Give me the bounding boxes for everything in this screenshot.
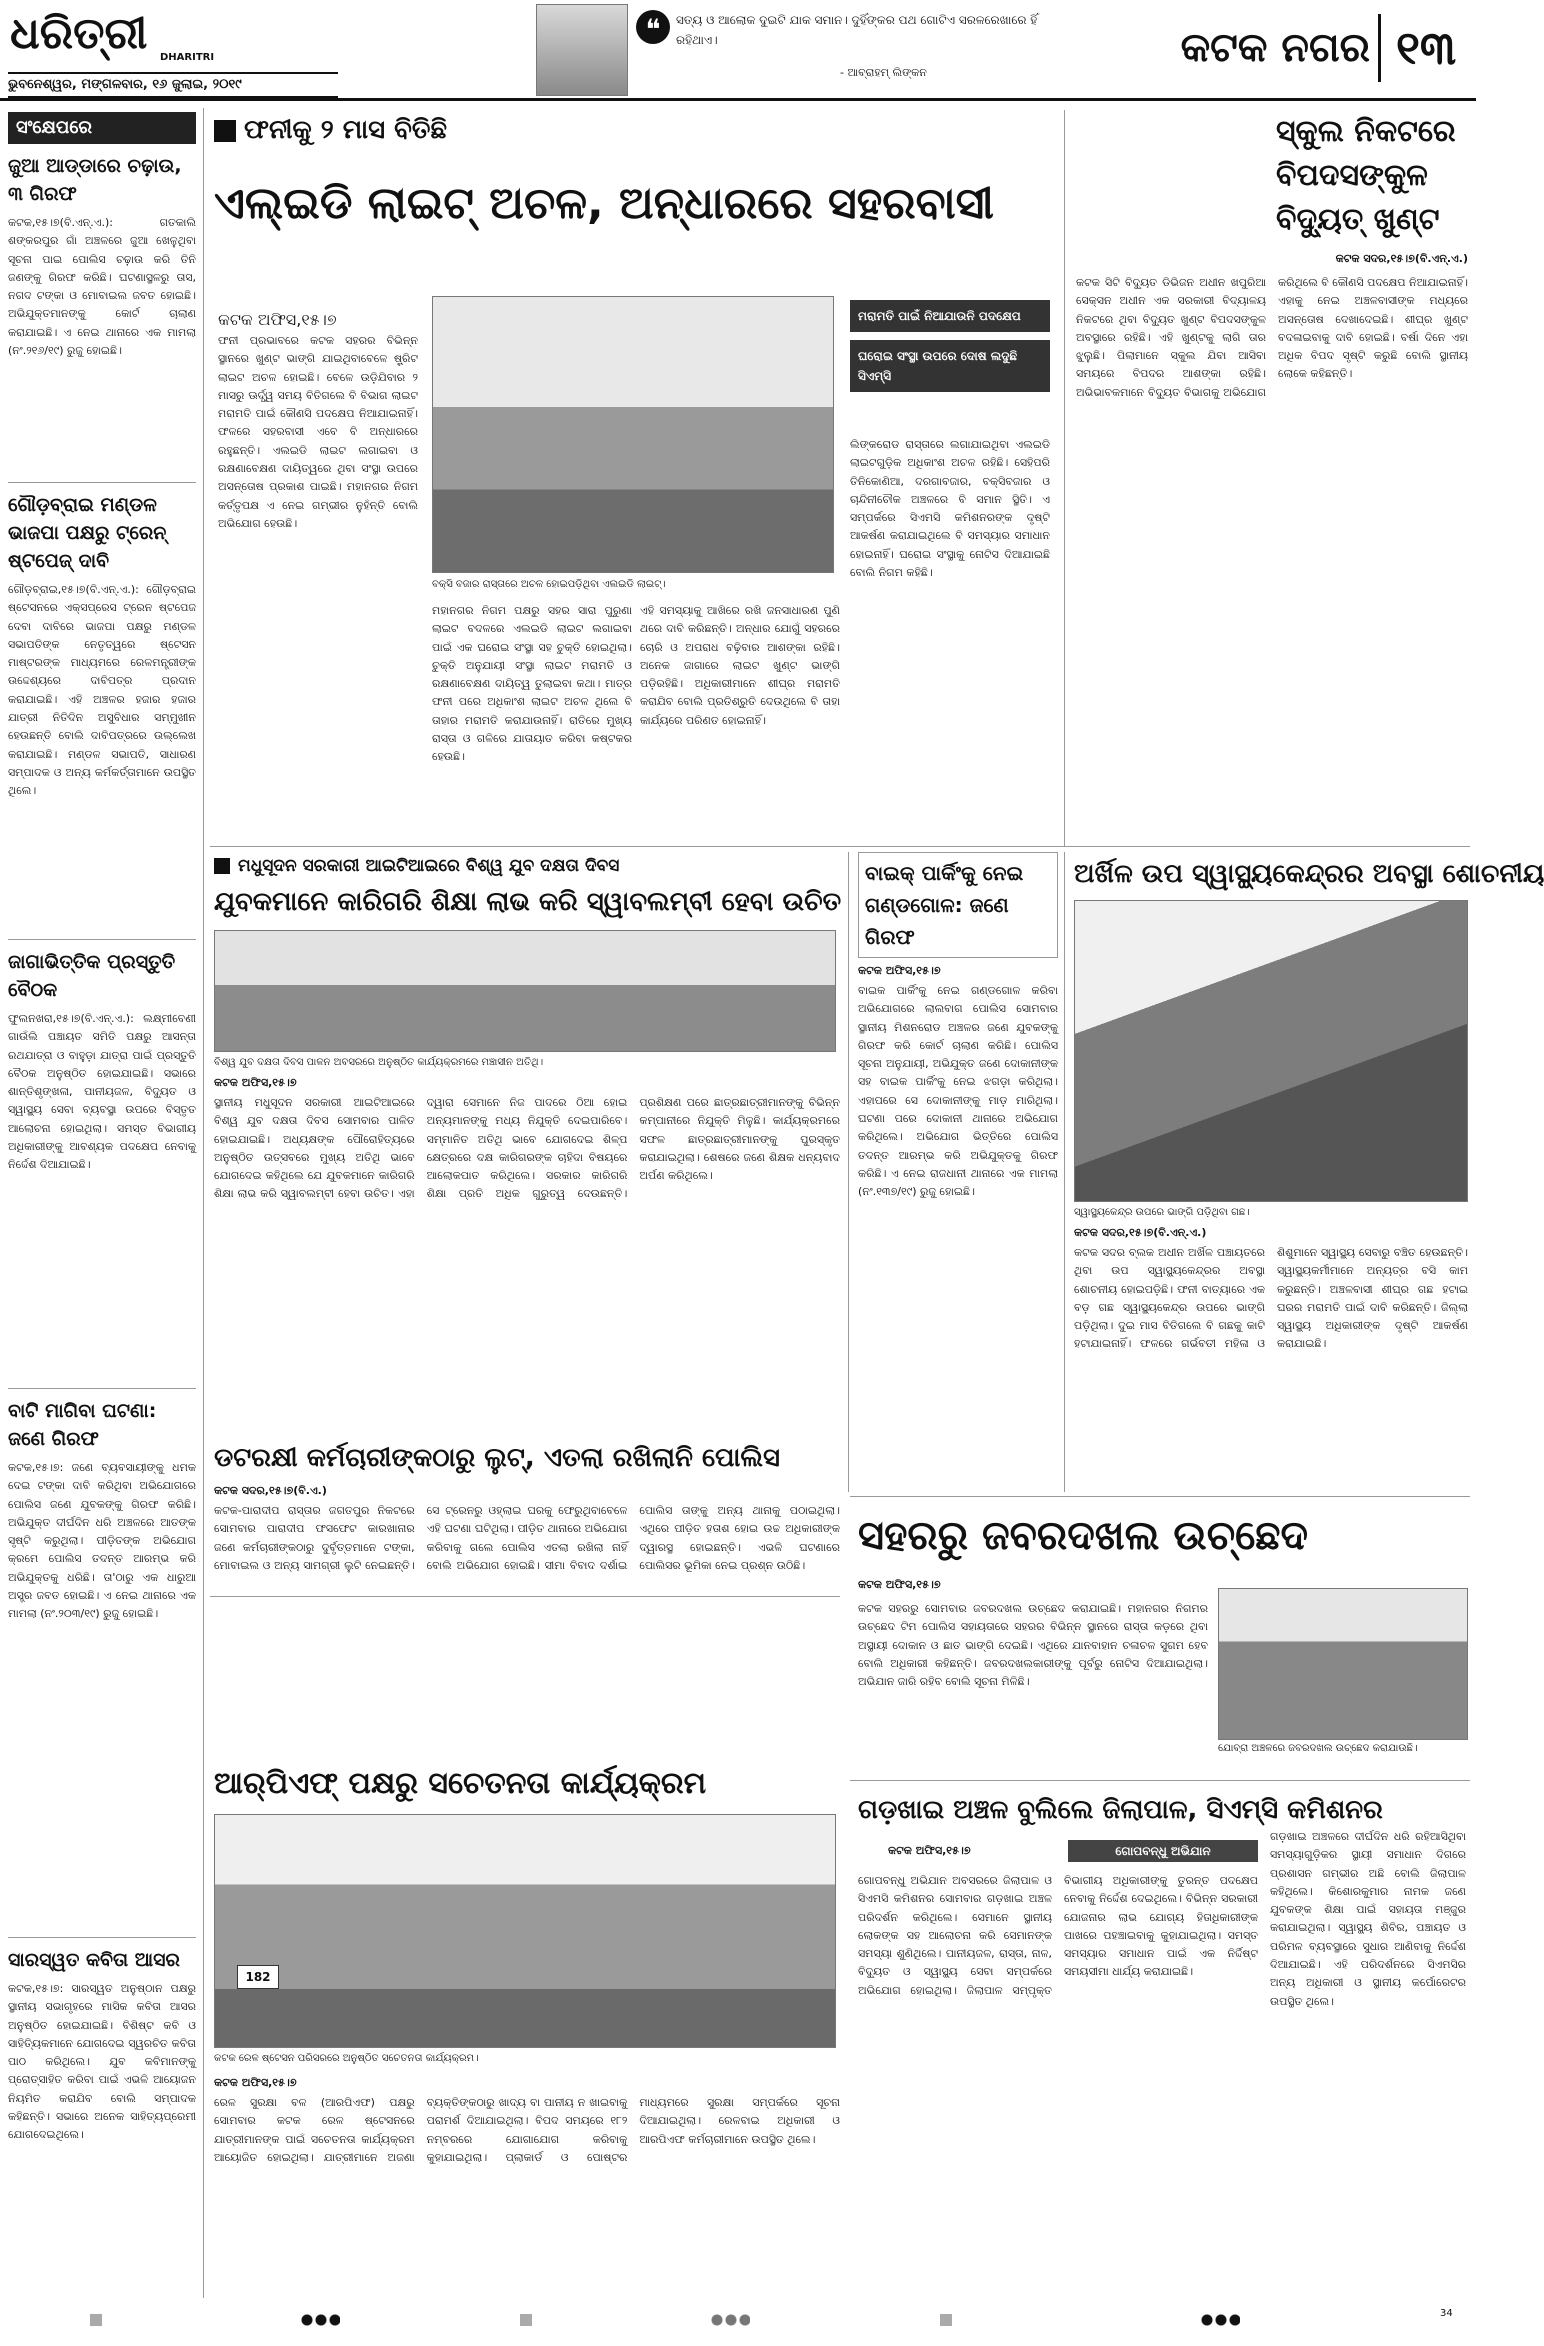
collector-headline: ଗଡ଼ଖାଇ ଅଞ୍ଚଳ ବୁଲିଲେ ଜିଲାପାଳ, ସିଏମ୍‌ସି କମିଶନର xyxy=(858,1795,1383,1825)
collector-dateline: କଟକ ଅଫିସ,୧୫।୭ xyxy=(888,1844,971,1857)
right-top-dateline: କଟକ ସଦର,୧୫।୭(ବି.ଏନ୍.ଏ.) xyxy=(1335,252,1468,265)
collector-box-label: ଗୋପବନ୍ଧୁ ଅଭିଯାନ xyxy=(1068,1840,1258,1862)
health-story xyxy=(1074,852,1544,1492)
encroach-body: କଟକ ସହରରୁ ସୋମବାର ଜବରଦଖଲ ଉଚ୍ଛେଦ କରାଯାଇଛି। ମହାନଗର ନିଗମର ଉଚ୍ଛେଦ ଟିମ ପୋଲିସ ସହାୟତାରେ ସହରର ବିଭିନ୍ନ ସ୍ଥାନରେ ରାସ୍ତା କଡ଼ରେ ଥିବା ଅସ୍ଥାୟୀ ଦୋକାନ ଓ ଛାତ ଭାଙ୍ଗି ଦେଇଛି। ଏଥିରେ ଯାନବାହାନ ଚଳାଚଳ ସୁଗମ ହେବ ବୋଲି ଅଧିକାରୀ କହିଛନ୍ତି। ଜବରଦଖଲକାରୀଙ୍କୁ ପୂର୍ବରୁ ନୋଟିସ ଦିଆଯାଇଥିଲା। ଅଭିଯାନ ଜାରି ରହିବ ବୋଲି ସୂଚନା ମିଳିଛି। xyxy=(858,1602,1208,1689)
lead-body-col1: ଫନୀ ପ୍ରଭାବରେ କଟକ ସହରର ବିଭିନ୍ନ ସ୍ଥାନରେ ଖୁଣ୍ଟ ଭାଙ୍ଗି ଯାଇଥିବାବେଳେ ଷ୍ଟ୍ରିଟ ଲାଇଟ ଅଚଳ ହୋଇଛି। ବେଳେ ଉଡ଼ିଯିବାର ୨ ମାସରୁ ଊର୍ଦ୍ଧ୍ୱ ସମୟ ବିତିଗଲେ ବି ବିଭାଗ ଲାଇଟ ମରାମତି ପାଇଁ କୌଣସି ପଦକ୍ଷେପ ନିଆଯାଇନାହିଁ। ଫଳରେ ସହରବାସୀ ଏବେ ବି ଅନ୍ଧାରରେ ରହୁଛନ୍ତି। ଏଲଇଡି ଲାଇଟ ଲଗାଇବା ଓ ରକ୍ଷଣାବେକ୍ଷଣ ଦାୟିତ୍ୱରେ ଥିବା ସଂସ୍ଥା ଉପରେ ଅସନ୍ତୋଷ ପ୍ରକାଶ ପାଇଛି। ମହାନଗର ନିଗମ କର୍ତ୍ତୃପକ୍ଷ ଏ ନେଇ ଗମ୍ଭୀର ନୁହଁନ୍ତି ବୋଲି ଅଭିଯୋଗ ହେଉଛି। xyxy=(218,334,418,530)
masthead-dateline: ଭୁବନେଶ୍ୱର, ମଙ୍ଗଳବାର, ୧୬ ଜୁଲାଇ, ୨୦୧୯ xyxy=(8,72,338,98)
brief-headline: ଗୌଡ଼ବ୍ରାଇ ମଣ୍ଡଳ ଭାଜପା ପକ୍ଷରୁ ଟ୍ରେନ୍ ଷ୍ଟପେଜ୍ ଦାବି xyxy=(8,494,167,572)
registration-dots-icon xyxy=(300,2314,340,2326)
skill-story xyxy=(214,852,840,1432)
rpf-helpline-sign: 182 xyxy=(237,1965,279,1989)
brief-item xyxy=(8,939,196,1388)
lead-body-col2: ମହାନଗର ନିଗମ ପକ୍ଷରୁ ସହର ସାରା ପୁରୁଣା ଲାଇଟ ବଦଳରେ ଏଲଇଡି ଲାଇଟ ଲଗାଇବା ପାଇଁ ଏକ ଘରୋଇ ସଂସ୍ଥା ସହ ଚୁକ୍ତି ହୋଇଥିଲା। ଚୁକ୍ତି ଅନୁଯାୟୀ ସଂସ୍ଥା ଲାଇଟ ମରାମତି ଓ ରକ୍ଷଣାବେକ୍ଷଣ ଦାୟିତ୍ୱ ତୁଲାଇବା କଥା। ମାତ୍ର ଫନୀ ପରେ ଅଧିକାଂଶ ଲାଇଟ ଅଚଳ ଥିଲେ ବି ତାହାର ମରାମତି କରାଯାଉନାହିଁ। ରାତିରେ ମୁଖ୍ୟ ରାସ୍ତା ଓ ଗଳିରେ ଯାତାୟାତ କରିବା କଷ୍ଟକର ହେଉଛି। xyxy=(432,604,632,764)
skill-headline: ଯୁବକମାନେ କାରିଗରି ଶିକ୍ଷା ଲାଭ କରି ସ୍ୱାବଲମ୍ବୀ ହେବା ଉଚିତ xyxy=(214,887,842,917)
lincoln-portrait xyxy=(536,4,628,96)
logo-text: ଧରିତ୍ରୀ xyxy=(10,8,148,59)
kicker-marker-icon xyxy=(214,858,230,874)
brief-body: କଟକ,୧୫।୭: ଜଣେ ବ୍ୟବସାୟୀଙ୍କୁ ଧମକ ଦେଇ ଟଙ୍କା ଦାବି କରିଥିବା ଅଭିଯୋଗରେ ପୋଲିସ ଜଣେ ଯୁବକଙ୍କୁ ଗିରଫ କରିଛି। ଅଭିଯୁକ୍ତ ଦୀର୍ଘଦିନ ଧରି ଅଞ୍ଚଳରେ ଆତଙ୍କ ସୃଷ୍ଟି କରୁଥିଲା। ପୀଡ଼ିତଙ୍କ ଅଭିଯୋଗ କ୍ରମେ ପୋଲିସ ତଦନ୍ତ ଆରମ୍ଭ କରି ଅଭିଯୁକ୍ତକୁ ଧରିଛି। ତା'ଠାରୁ ଏକ ଧାରୁଆ ଅସ୍ତ୍ର ଜବତ ହୋଇଛି। ଏ ନେଇ ଥାନାରେ ଏକ ମାମଲା (ନଂ.୨୦୩/୧୯) ରୁଜୁ ହୋଇଛି। xyxy=(8,1461,196,1621)
encroach-story xyxy=(858,1504,1468,1774)
lead-kicker: ଫନୀକୁ ୨ ମାସ ବିତିଛି xyxy=(214,110,1064,150)
brief-headline: ସାରସ୍ୱତ କବିତା ଆସର xyxy=(8,1949,180,1971)
brief-body: ଫୁଲନଖରା,୧୫।୭(ବି.ଏନ୍.ଏ.): ଲକ୍ଷ୍ମୀବେଣୀ ଗାଉଁଲି ପଞ୍ଚାୟତ ସମିତି ପକ୍ଷରୁ ଆସନ୍ତା ରଥଯାତ୍ରା ଓ ବାହୁଡ଼ା ଯାତ୍ରା ପାଇଁ ପ୍ରସ୍ତୁତି ବୈଠକ ଅନୁଷ୍ଠିତ ହୋଇଯାଇଛି। ସଭାରେ ଶାନ୍ତିଶୃଙ୍ଖଳା, ପାନୀୟଜଳ, ବିଦ୍ୟୁତ ଓ ସ୍ୱାସ୍ଥ୍ୟ ସେବା ବ୍ୟବସ୍ଥା ଉପରେ ବିସ୍ତୃତ ଆଲୋଚନା ହୋଇଥିଲା। ସମସ୍ତ ବିଭାଗୀୟ ଅଧିକାରୀଙ୍କୁ ଆବଶ୍ୟକ ପଦକ୍ଷେପ ନେବାକୁ ନିର୍ଦ୍ଦେଶ ଦିଆଯାଇଛି। xyxy=(8,1012,196,1172)
lead-body-col4: ଲିଙ୍କରୋଡ ରାସ୍ତାରେ ଲଗାଯାଇଥିବା ଏଲଇଡି ଲାଇଟଗୁଡ଼ିକ ଅଧିକାଂଶ ଅଚଳ ରହିଛି। ସେହିପରି ତିନିକୋଣିଆ, ଦରଗାବଜାର, ବକ୍ସିବଜାର ଓ ଚାନ୍ଦିନୀଚୌକ ଅଞ୍ଚଳରେ ବି ସମାନ ସ୍ଥିତି। ଏ ସମ୍ପର୍କରେ ସିଏମସି କମିଶନରଙ୍କ ଦୃଷ୍ଟି ଆକର୍ଷଣ କରାଯାଇଥିଲେ ବି ସମସ୍ୟାର ସମାଧାନ ହୋଇନାହିଁ। ଘରୋଇ ସଂସ୍ଥାକୁ ନୋଟିସ ଦିଆଯାଇଛି ବୋଲି ନିଗମ କହିଛି। xyxy=(850,438,1050,580)
rpf-body: ରେଳ ସୁରକ୍ଷା ବଳ (ଆରପିଏଫ) ପକ୍ଷରୁ ସୋମବାର କଟକ ରେଳ ଷ୍ଟେସନରେ ଯାତ୍ରୀମାନଙ୍କ ପାଇଁ ସଚେତନତା କାର୍ଯ୍ୟକ୍ରମ ଆୟୋଜିତ ହୋଇଥିଲା। ଯାତ୍ରୀମାନେ ଅଜଣା ବ୍ୟକ୍ତିଙ୍କଠାରୁ ଖାଦ୍ୟ ବା ପାନୀୟ ନ ଖାଇବାକୁ ପରାମର୍ଶ ଦିଆଯାଇଥିଲା। ବିପଦ ସମୟରେ ୧୮୨ ନମ୍ବରରେ ଯୋଗାଯୋଗ କରିବାକୁ କୁହାଯାଇଥିଲା। ପ୍ଲାକାର୍ଡ ଓ ପୋଷ୍ଟର ମାଧ୍ୟମରେ ସୁରକ୍ଷା ସମ୍ପର୍କରେ ସୂଚନା ଦିଆଯାଇଥିଲା। ରେଳବାଇ ଅଧିକାରୀ ଓ ଆରପିଏଫ କର୍ମଚାରୀମାନେ ଉପସ୍ଥିତ ଥିଲେ। xyxy=(214,2096,840,2164)
rpf-dateline: କଟକ ଅଫିସ,୧୫।୭ xyxy=(214,2076,297,2089)
robbery-dateline: କଟକ ସଦର,୧୫।୭(ବି.ଏ.) xyxy=(214,1484,327,1497)
lead-photo-caption: ବକ୍ସି ବଜାର ରାସ୍ତାରେ ଅଚଳ ହୋଇପଡ଼ିଥିବା ଏଲଇଡି ଲାଇଟ୍। xyxy=(432,579,666,590)
registration-dots-icon xyxy=(1200,2314,1240,2326)
encroach-photo xyxy=(1218,1588,1468,1740)
robbery-body: କଟକ-ପାରାଦୀପ ରାସ୍ତାର ଜଗତପୁର ନିକଟରେ ସୋମବାର ପାରାଦୀପ ଫସଫେଟ କାରଖାନାର ଜଣେ କର୍ମଚାରୀଙ୍କଠାରୁ ଦୁର୍ବୃତ୍ତମାନେ ଟଙ୍କା, ମୋବାଇଲ ଓ ଅନ୍ୟ ସାମଗ୍ରୀ ଲୁଟି ନେଇଛନ୍ତି। ସେ ଟ୍ରେନରୁ ଓହ୍ଲାଇ ଘରକୁ ଫେରୁଥିବାବେଳେ ଏହି ଘଟଣା ଘଟିଥିଲା। ପୀଡ଼ିତ ଥାନାରେ ଅଭିଯୋଗ କରିବାକୁ ଗଲେ ପୋଲିସ ଏତଲା ରଖିଲା ନାହିଁ ବୋଲି ଅଭିଯୋଗ ହୋଇଛି। ସୀମା ବିବାଦ ଦର୍ଶାଇ ପୋଲିସ ତାଙ୍କୁ ଅନ୍ୟ ଥାନାକୁ ପଠାଇଥିଲା। ଏଥିରେ ପୀଡ଼ିତ ହତାଶ ହୋଇ ଉଚ୍ଚ ଅଧିକାରୀଙ୍କ ଦ୍ୱାରସ୍ଥ ହୋଇଛନ୍ତି। ଏଭଳି ଘଟଣାରେ ପୋଲିସର ଭୂମିକା ନେଇ ପ୍ରଶ୍ନ ଉଠିଛି। xyxy=(214,1504,840,1572)
registration-mark-icon xyxy=(520,2314,532,2326)
collector-story xyxy=(858,1788,1468,2300)
bike-headline: ବାଇକ୍ ପାର୍କିଂକୁ ନେଇ ଗଣ୍ଡଗୋଳ: ଜଣେ ଗିରଫ xyxy=(858,852,1058,958)
registration-dots-icon xyxy=(710,2314,750,2326)
bike-dateline: କଟକ ଅଫିସ,୧୫।୭ xyxy=(858,964,941,977)
rpf-photo xyxy=(214,1814,836,2048)
encroach-headline: ସହରରୁ ଜବରଦଖଲ ଉଚ୍ଛେଦ xyxy=(858,1513,1309,1559)
robbery-headline: ଡଟରକ୍ଷୀ କର୍ମଚାରୀଙ୍କଠାରୁ ଲୁଟ୍, ଏତଲା ରଖିଲାନି ପୋଲିସ xyxy=(214,1443,780,1473)
lead-dateline: କଟକ ଅଫିସ,୧୫।୭ xyxy=(218,310,337,329)
registration-mark-icon xyxy=(940,2314,952,2326)
health-photo xyxy=(1074,900,1468,1202)
health-photo-caption: ସ୍ୱାସ୍ଥ୍ୟକେନ୍ଦ୍ର ଉପରେ ଭାଙ୍ଗି ପଡ଼ିଥିବା ଗଛ। xyxy=(1074,1207,1250,1218)
bike-story xyxy=(858,852,1058,1492)
rpf-photo-caption: କଟକ ରେଳ ଷ୍ଟେସନ ପରିସରରେ ଅନୁଷ୍ଠିତ ସଚେତନତା କାର୍ଯ୍ୟକ୍ରମ। xyxy=(214,2053,479,2064)
health-headline: ଅର୍ଖିଳ ଉପ ସ୍ୱାସ୍ଥ୍ୟକେନ୍ଦ୍ରର ଅବସ୍ଥା ଶୋଚନୀୟ xyxy=(1074,859,1544,889)
right-top-headline: ସ୍କୁଲ ନିକଟରେ ବିପଦସଙ୍କୁଳ ବିଦ୍ୟୁତ୍ ଖୁଣ୍ଟ xyxy=(1276,114,1456,237)
health-dateline: କଟକ ସଦର,୧୫।୭(ବି.ଏନ୍.ଏ.) xyxy=(1074,1226,1207,1239)
masthead-quote: ସତ୍ୟ ଓ ଆଲୋକ ଦୁଇଟି ଯାକ ସମାନ। ଦୁହିଁଙ୍କର ପଥ ଗୋଟିଏ ସରଳରେଖାରେ ହିଁ ରହିଥାଏ। xyxy=(676,13,1038,47)
brief-headline: ବାଟି ମାଗିବା ଘଟଣା: ଜଣେ ଗିରଫ xyxy=(8,1400,157,1450)
footer-registration-marks xyxy=(0,2306,1476,2334)
lead-headline: ଏଲ୍‌ଇଡି ଲାଇଟ୍ ଅଚଳ, ଅନ୍ଧାରରେ ସହରବାସୀ xyxy=(214,178,994,229)
masthead xyxy=(0,0,1476,100)
logo xyxy=(10,8,240,68)
page-number: ୧୩ xyxy=(1378,14,1471,82)
highlight-item: ମରାମତି ପାଇଁ ନିଆଯାଉନି ପଦକ୍ଷେପ xyxy=(850,300,1050,332)
lead-body-col3: ଏହି ସମସ୍ୟାକୁ ଆଖିରେ ରଖି ଜନସାଧାରଣ ପୁଣି ଥରେ ଦାବି କରିଛନ୍ତି। ଅନ୍ଧାର ଯୋଗୁଁ ସହରରେ ଚୋରି ଓ ଅପରାଧ ବଢ଼ିବାର ଆଶଙ୍କା ରହିଛି। ଅନେକ ଜାଗାରେ ଲାଇଟ ଖୁଣ୍ଟ ଭାଙ୍ଗି ପଡ଼ିରହିଛି। ଅଧିକାରୀମାନେ ଶୀଘ୍ର ମରାମତି କରାଯିବ ବୋଲି ପ୍ରତିଶ୍ରୁତି ଦେଉଥିଲେ ବି ତାହା କାର୍ଯ୍ୟରେ ପରିଣତ ହୋଇନାହିଁ। xyxy=(640,604,840,727)
lead-photo xyxy=(432,296,834,573)
skill-body: ସ୍ଥାନୀୟ ମଧୁସୂଦନ ସରକାରୀ ଆଇଟିଆଇରେ ବିଶ୍ୱ ଯୁବ ଦକ୍ଷତା ଦିବସ ସୋମବାର ପାଳିତ ହୋଇଯାଇଛି। ଅଧ୍ୟକ୍ଷଙ୍କ ପୌରୋହିତ୍ୟରେ ଅନୁଷ୍ଠିତ ଉତ୍ସବରେ ମୁଖ୍ୟ ଅତିଥି ଭାବେ ଯୋଗଦେଇ କହିଥିଲେ ଯେ ଯୁବକମାନେ କାରିଗରି ଶିକ୍ଷା ଲାଭ କରି ସ୍ୱାବଲମ୍ବୀ ହେବା ଉଚିତ। ଏହା ଦ୍ୱାରା ସେମାନେ ନିଜ ପାଦରେ ଠିଆ ହୋଇ ଅନ୍ୟମାନଙ୍କୁ ମଧ୍ୟ ନିଯୁକ୍ତି ଦେଇପାରିବେ। ସମ୍ମାନିତ ଅତିଥି ଭାବେ ଯୋଗଦେଇ ଶିଳ୍ପ କ୍ଷେତ୍ରରେ ଦକ୍ଷ କାରିଗରଙ୍କ ଚାହିଦା ବିଷୟରେ ଆଲୋକପାତ କରିଥିଲେ। ସରକାର କାରିଗରି ଶିକ୍ଷା ପ୍ରତି ଅଧିକ ଗୁରୁତ୍ୱ ଦେଉଛନ୍ତି। ପ୍ରଶିକ୍ଷଣ ପରେ ଛାତ୍ରଛାତ୍ରୀମାନଙ୍କୁ ବିଭିନ୍ନ କମ୍ପାନୀରେ ନିଯୁକ୍ତି ମିଳୁଛି। କାର୍ଯ୍ୟକ୍ରମରେ ସଫଳ ଛାତ୍ରଛାତ୍ରୀମାନଙ୍କୁ ପୁରସ୍କୃତ କରାଯାଇଥିଲା। ଶେଷରେ ଜଣେ ଶିକ୍ଷକ ଧନ୍ୟବାଦ ଅର୍ପଣ କରିଥିଲେ। xyxy=(214,1096,840,1201)
encroach-dateline: କଟକ ଅଫିସ,୧୫।୭ xyxy=(858,1578,941,1591)
skill-photo-caption: ବିଶ୍ୱ ଯୁବ ଦକ୍ଷତା ଦିବସ ପାଳନ ଅବସରରେ ଅନୁଷ୍ଠିତ କାର୍ଯ୍ୟକ୍ରମରେ ମଞ୍ଚାସୀନ ଅତିଥି। xyxy=(214,1057,544,1068)
brief-headline: ଜାଗାଭିତ୍ତିକ ପ୍ରସ୍ତୁତି ବୈଠକ xyxy=(8,951,176,1001)
right-top-story xyxy=(1076,110,1468,846)
left-column xyxy=(8,112,196,2302)
brief-body: କଟକ,୧୫।୭: ସାରସ୍ୱତ ଅନୁଷ୍ଠାନ ପକ୍ଷରୁ ସ୍ଥାନୀୟ ସଭାଗୃହରେ ମାସିକ କବିତା ଆସର ଅନୁଷ୍ଠିତ ହୋଇଯାଇଛି। ବିଶିଷ୍ଟ କବି ଓ ସାହିତ୍ୟିକମାନେ ଯୋଗଦେଇ ସ୍ୱରଚିତ କବିତା ପାଠ କରିଥିଲେ। ଯୁବ କବିମାନଙ୍କୁ ପ୍ରୋତ୍ସାହିତ କରିବା ପାଇଁ ଏଭଳି ଆୟୋଜନ ନିୟମିତ କରାଯିବ ବୋଲି ସମ୍ପାଦକ କହିଛନ୍ତି। ସଭାରେ ଅନେକ ସାହିତ୍ୟପ୍ରେମୀ ଯୋଗଦେଇଥିଲେ। xyxy=(8,1982,196,2142)
skill-dateline: କଟକ ଅଫିସ,୧୫।୭ xyxy=(214,1076,297,1089)
highlight-item: ଘରୋଇ ସଂସ୍ଥା ଉପରେ ଦୋଷ ଲଦୁଛି ସିଏମ୍‌ସି xyxy=(850,340,1050,392)
rpf-story xyxy=(214,1760,840,2300)
logo-sub: DHARITRI xyxy=(160,52,215,63)
brief-item xyxy=(8,482,196,939)
brief-body: କଟକ,୧୫।୭(ବି.ଏନ୍.ଏ.): ଗତକାଲି ଶଙ୍କରପୁର ଗାଁ ଅଞ୍ଚଳରେ ଜୁଆ ଖେଳୁଥିବା ସୂଚନା ପାଇ ପୋଲିସ ଚଢ଼ାଉ କରି ତିନି ଜଣଙ୍କୁ ଗିରଫ କରିଛି। ଘଟଣାସ୍ଥଳରୁ ତାସ, ନଗଦ ଟଙ୍କା ଓ ମୋବାଇଲ ଜବତ ହୋଇଛି। ଅଭିଯୁକ୍ତମାନଙ୍କୁ କୋର୍ଟ ଚାଲାଣ କରାଯାଇଛି। ଏ ନେଇ ଥାନାରେ ଏକ ମାମଲା (ନଂ.୨୧୬/୧୯) ରୁଜୁ ହୋଇଛି। xyxy=(8,216,196,358)
collector-body-2: ଗଡ଼ଖାଇ ଅଞ୍ଚଳରେ ଦୀର୍ଘଦିନ ଧରି ରହିଆସିଥିବା ସମସ୍ୟାଗୁଡ଼ିକର ସ୍ଥାୟୀ ସମାଧାନ ଦିଗରେ ପ୍ରଶାସନ ଗମ୍ଭୀର ଅଛି ବୋଲି ଜିଲାପାଳ କହିଥିଲେ। କିଶୋରକୁମାର ନାମକ ଜଣେ ଯୁବକଙ୍କ ଶିକ୍ଷା ପାଇଁ ସହାୟତା ମଞ୍ଜୁର କରାଯାଇଥିଲା। ସ୍ୱାସ୍ଥ୍ୟ ଶିବିର, ପଞ୍ଚାୟତ ଓ ପରିମଳ ବ୍ୟବସ୍ଥାରେ ସୁଧାର ଆଣିବାକୁ ନିର୍ଦ୍ଦେଶ ଦିଆଯାଇଛି। ଏହି ପରିଦର୍ଶନରେ ସିଏମସିର ଅନ୍ୟ ଅଧିକାରୀ ଓ ସ୍ଥାନୀୟ କର୍ପୋରେଟର ଉପସ୍ଥିତ ଥିଲେ। xyxy=(1270,1830,1466,2008)
right-top-body: କଟକ ସିଟି ବିଦ୍ୟୁତ ଡିଭିଜନ ଅଧୀନ ଖପୁରିଆ ସେକ୍ସନ ଅଧୀନ ଏକ ସରକାରୀ ବିଦ୍ୟାଳୟ ନିକଟରେ ଥିବା ବିଦ୍ୟୁତ ଖୁଣ୍ଟ ବିପଦସଙ୍କୁଳ ଅବସ୍ଥାରେ ରହିଛି। ଏହି ଖୁଣ୍ଟକୁ ଲାଗି ତାର ଝୁଲୁଛି। ପିଲାମାନେ ସ୍କୁଲ ଯିବା ଆସିବା ସମୟରେ ବିପଦର ଆଶଙ୍କା ରହିଛି। ଅଭିଭାବକମାନେ ବିଦ୍ୟୁତ ବିଭାଗକୁ ଅଭିଯୋଗ କରିଥିଲେ ବି କୌଣସି ପଦକ୍ଷେପ ନିଆଯାଇନାହିଁ। ଏହାକୁ ନେଇ ଅଞ୍ଚଳବାସୀଙ୍କ ମଧ୍ୟରେ ଅସନ୍ତୋଷ ଦେଖାଦେଇଛି। ଶୀଘ୍ର ଖୁଣ୍ଟ ବଦଳାଇବାକୁ ଦାବି ହୋଇଛି। ବର୍ଷା ଦିନେ ଏହା ଅଧିକ ବିପଦ ସୃଷ୍ଟି କରୁଛି ବୋଲି ସ୍ଥାନୀୟ ଲୋକେ କହିଛନ୍ତି। xyxy=(1076,276,1469,399)
page-mark: 34 xyxy=(1440,2308,1453,2319)
brief-headline: ଜୁଆ ଆଡ୍ଡାରେ ଚଢ଼ାଉ, ୩ ଗିରଫ xyxy=(8,155,182,205)
section-title: କଟକ ନଗର xyxy=(1180,25,1370,71)
collector-body: ଗୋପବନ୍ଧୁ ଅଭିଯାନ ଅବସରରେ ଜିଲାପାଳ ଓ ସିଏମସି କମିଶନର ସୋମବାର ଗଡ଼ଖାଇ ଅଞ୍ଚଳ ପରିଦର୍ଶନ କରିଥିଲେ। ସେମାନେ ସ୍ଥାନୀୟ ଲୋକଙ୍କ ସହ ଆଲୋଚନା କରି ସେମାନଙ୍କ ସମସ୍ୟା ଶୁଣିଥିଲେ। ପାନୀୟଜଳ, ରାସ୍ତା, ନାଳ, ବିଦ୍ୟୁତ ଓ ସ୍ୱାସ୍ଥ୍ୟ ସେବା ସମ୍ପର୍କରେ ଅଭିଯୋଗ ହୋଇଥିଲା। ଜିଲାପାଳ ସମ୍ପୃକ୍ତ ବିଭାଗୀୟ ଅଧିକାରୀଙ୍କୁ ତୁରନ୍ତ ପଦକ୍ଷେପ ନେବାକୁ ନିର୍ଦ୍ଦେଶ ଦେଇଥିଲେ। ବିଭିନ୍ନ ସରକାରୀ ଯୋଜନାର ଲାଭ ଯୋଗ୍ୟ ହିତାଧିକାରୀଙ୍କ ପାଖରେ ପହଞ୍ଚାଇବାକୁ କୁହାଯାଇଥିଲା। ସମସ୍ତ ସମସ୍ୟାର ସମାଧାନ ପାଇଁ ଏକ ନିର୍ଦ୍ଦିଷ୍ଟ ସମୟସୀମା ଧାର୍ଯ୍ୟ କରାଯାଇଛି। xyxy=(858,1874,1258,1997)
brief-body: ଗୌଡ଼ବ୍ରାଇ,୧୫।୭(ବି.ଏନ୍.ଏ.): ଗୌଡ଼ବ୍ରାଇ ଷ୍ଟେସନରେ ଏକ୍ସପ୍ରେସ ଟ୍ରେନ ଷ୍ଟପେଜ ଦେବା ଦାବିରେ ଭାଜପା ପକ୍ଷରୁ ମଣ୍ଡଳ ସଭାପତିଙ୍କ ନେତୃତ୍ୱରେ ଷ୍ଟେସନ ମାଷ୍ଟରଙ୍କ ମାଧ୍ୟମରେ ରେଳମନ୍ତ୍ରୀଙ୍କ ଉଦ୍ଦେଶ୍ୟରେ ଦାବିପତ୍ର ପ୍ରଦାନ କରାଯାଇଛି। ଏହି ଅଞ୍ଚଳର ହଜାର ହଜାର ଯାତ୍ରୀ ନିତିଦିନ ଅସୁବିଧାର ସମ୍ମୁଖୀନ ହେଉଛନ୍ତି ବୋଲି ଦାବିପତ୍ରରେ ଉଲ୍ଲେଖ କରାଯାଇଛି। ମଣ୍ଡଳ ସଭାପତି, ସାଧାରଣ ସମ୍ପାଦକ ଓ ଅନ୍ୟ କର୍ମକର୍ତ୍ତାମାନେ ଉପସ୍ଥିତ ଥିଲେ। xyxy=(8,583,196,798)
brief-item xyxy=(8,152,196,482)
section-label: ସଂକ୍ଷେପରେ xyxy=(8,112,196,144)
health-body: କଟକ ସଦର ବ୍ଲକ ଅଧୀନ ଅର୍ଖିଳ ପଞ୍ଚାୟତରେ ଥିବା ଉପ ସ୍ୱାସ୍ଥ୍ୟକେନ୍ଦ୍ରର ଅବସ୍ଥା ଶୋଚନୀୟ ହୋଇପଡ଼ିଛି। ଫନୀ ବାତ୍ୟାରେ ଏକ ବଡ଼ ଗଛ ସ୍ୱାସ୍ଥ୍ୟକେନ୍ଦ୍ର ଉପରେ ଭାଙ୍ଗି ପଡ଼ିଥିଲା। ଦୁଇ ମାସ ବିତିଗଲେ ବି ଗଛକୁ କାଟି ହଟାଯାଇନାହିଁ। ଫଳରେ ଗର୍ଭବତୀ ମହିଳା ଓ ଶିଶୁମାନେ ସ୍ୱାସ୍ଥ୍ୟ ସେବାରୁ ବଞ୍ଚିତ ହେଉଛନ୍ତି। ସ୍ୱାସ୍ଥ୍ୟକର୍ମୀମାନେ ଅନ୍ୟତ୍ର ବସି କାମ କରୁଛନ୍ତି। ଅଞ୍ଚଳବାସୀ ଶୀଘ୍ର ଗଛ ହଟାଇ ଘରର ମରାମତି ପାଇଁ ଦାବି କରିଛନ୍ତି। ଜିଲ୍ଲା ସ୍ୱାସ୍ଥ୍ୟ ଅଧିକାରୀଙ୍କ ଦୃଷ୍ଟି ଆକର୍ଷଣ କରାଯାଇଛି। xyxy=(1074,1246,1468,1351)
skill-photo xyxy=(214,930,836,1052)
bike-body: ବାଇକ ପାର୍କିଂକୁ ନେଇ ଗଣ୍ଡଗୋଳ କରିବା ଅଭିଯୋଗରେ ଲାଲବାଗ ପୋଲିସ ସୋମବାର ସ୍ଥାନୀୟ ମିଶନରୋଡ ଅଞ୍ଚଳର ଜଣେ ଯୁବକଙ୍କୁ ଗିରଫ କରି କୋର୍ଟ ଚାଲାଣ କରିଛି। ପୋଲିସ ସୂଚନା ଅନୁଯାୟୀ, ଅଭିଯୁକ୍ତ ଜଣେ ଦୋକାନୀଙ୍କ ସହ ବାଇକ ପାର୍କିଂକୁ ନେଇ ଝଗଡ଼ା କରିଥିଲା। ଏହାପରେ ସେ ଦୋକାନୀଙ୍କୁ ମାଡ଼ ମାରିଥିଲା। ଘଟଣା ପରେ ଦୋକାନୀ ଥାନାରେ ଅଭିଯୋଗ କରିଥିଲେ। ଅଭିଯୋଗ ଭିତ୍ତିରେ ପୋଲିସ ତଦନ୍ତ ଆରମ୍ଭ କରି ଅଭିଯୁକ୍ତକୁ ଗିରଫ କରିଛି। ଏ ନେଇ ରାଜଧାନୀ ଥାନାରେ ଏକ ମାମଲା (ନଂ.୧୩୭/୧୯) ରୁଜୁ ହୋଇଛି। xyxy=(858,984,1058,1199)
robbery-story xyxy=(214,1436,840,1596)
brief-item xyxy=(8,1937,196,2346)
encroach-photo-caption: ଯୋବ୍ରା ଅଞ୍ଚଳରେ ଜବରଦଖଲ ଉଚ୍ଛେଦ କରାଯାଉଛି। xyxy=(1218,1743,1418,1754)
rpf-headline: ଆର୍‌ପିଏଫ୍ ପକ୍ଷରୁ ସଚେତନତା କାର୍ଯ୍ୟକ୍ରମ xyxy=(214,1766,707,1801)
kicker-marker-icon xyxy=(214,120,236,142)
registration-mark-icon xyxy=(90,2314,102,2326)
quote-author: - ଆବ୍ରାହମ୍ ଲିଙ୍କନ xyxy=(840,66,927,79)
skill-kicker: ମଧୁସୂଦନ ସରକାରୀ ଆଇଟିଆଇରେ ବିଶ୍ୱ ଯୁବ ଦକ୍ଷତା ଦିବସ xyxy=(214,852,840,880)
lead-highlight-box xyxy=(850,300,1050,430)
brief-item xyxy=(8,1388,196,1937)
quote-mark-icon: ❝ xyxy=(636,10,670,44)
